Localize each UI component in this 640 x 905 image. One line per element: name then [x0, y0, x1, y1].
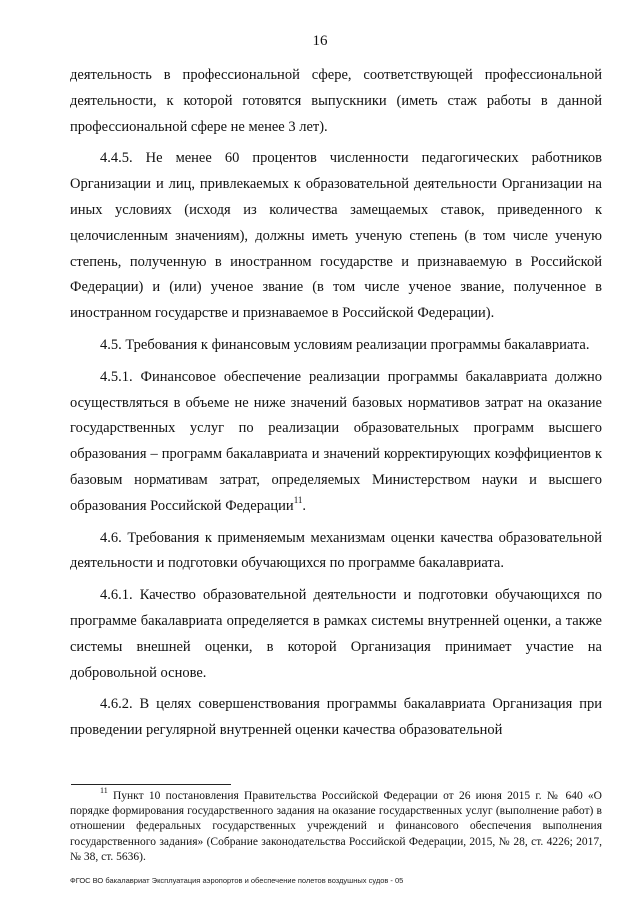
paragraph-4-5-1 [70, 365, 602, 520]
paragraph-tail: . [302, 497, 306, 514]
paragraph-text: 4.5.1. Финансовое обеспечение реализации программы бакалавриата должно осуществляться в объеме не ниже значений базовых нормативов затрат на оказание государственных услуг по реализации образовательных программ высшего образования – программ бакалавриата и значений корректирующих коэффициентов к базовым нормативам затрат, определяемых Министерством науки и высшего образования Российской Федерации [70, 368, 602, 514]
paragraph-text: деятельность в профессиональной сфере, соответствующей профессиональной деятельности, к которой готовятся выпускники (иметь стаж работы в данной профессиональной сфере не менее 3 лет). [70, 67, 602, 135]
paragraph-text: 4.5. Требования к финансовым условиям реализации программы бакалавриата. [100, 336, 590, 353]
paragraph-4-6-1 [70, 583, 602, 686]
footnote-text: Пункт 10 постановления Правительства Российской Федерации от 26 июня 2015 г. № 640 «О порядке формирования государственного задания на оказание государственных услуг (выполнение работ) в отношении федеральных государственных учреждений и финансового обеспечения выполнения государственного задания» (Собрание законодательства Российской Федерации, 2015, № 28, ст. 4226; 2017, № 38, ст. 5636). [70, 790, 602, 863]
footnote-reference[interactable]: 11 [293, 494, 303, 505]
paragraph-text: 4.6. Требования к применяемым механизмам оценки качества образовательной деятельности и подготовки обучающихся по программе бакалавриата. [70, 529, 602, 572]
running-footer: ФГОС ВО бакалавриат Эксплуатация аэропортов и обеспечение полетов воздушных судов - 05 [70, 876, 404, 885]
section-heading-4-5 [70, 333, 602, 359]
body-text [70, 63, 602, 750]
section-heading-4-6 [70, 526, 602, 578]
footnote-marker: 11 [100, 786, 108, 796]
paragraph-continuation [70, 63, 602, 140]
paragraph-text: 4.6.2. В целях совершенствования программы бакалавриата Организация при проведении регулярной внутренней оценки качества образовательной [70, 696, 602, 739]
footnote-separator [71, 784, 231, 785]
paragraph-text: 4.6.1. Качество образовательной деятельности и подготовки обучающихся по программе бакалавриата определяется в рамках системы внутренней оценки, а также системы внешней оценки, в которой Организация принимает участие на добровольной основе. [70, 587, 602, 681]
paragraph-text: 4.4.5. Не менее 60 процентов численности педагогических работников Организации и лиц, привлекаемых к образовательной деятельности Организации на иных условиях (исходя из количества замещаемых ставок, приведенного к целочисленным значениям), должны иметь ученую степень (в том числе ученую степень, полученную в иностранном государстве и признаваемую в Российской Федерации) и (или) ученое звание (в том числе ученое звание, полученное в иностранном государстве и признаваемое в Российской Федерации). [70, 150, 602, 322]
paragraph-4-6-2 [70, 692, 602, 744]
paragraph-4-4-5 [70, 146, 602, 327]
footnote [70, 786, 602, 865]
page-number: 16 [312, 33, 328, 49]
